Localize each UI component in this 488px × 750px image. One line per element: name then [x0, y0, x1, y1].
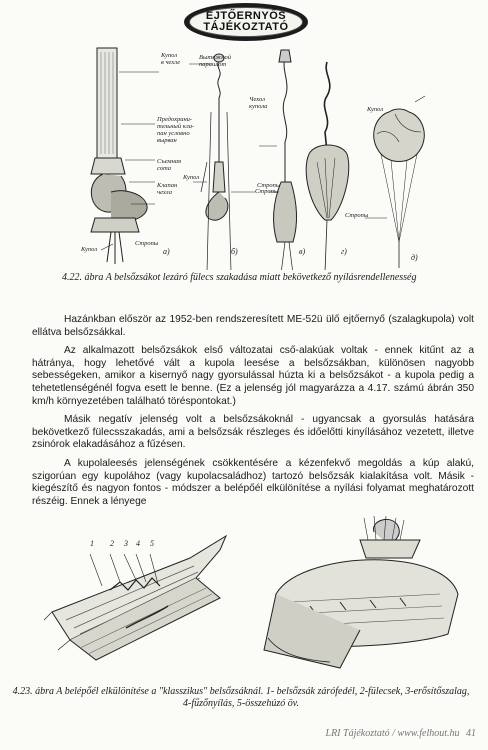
- fig1-label-canopy-sleeve: Чехол купола: [249, 96, 268, 110]
- footer-source: LRI Tájékoztató / www.felhout.hu: [325, 728, 460, 739]
- fig1-label-pilot-chute: Вытяжной парашют: [199, 54, 231, 68]
- body-paragraph-1: Hazánkban először az 1952-ben rendszeresített ME-52ü ülő ejtőernyő (szalagkupola) volt ellátva belsőzsákkal.: [32, 314, 474, 338]
- figure-4-23: [40, 510, 476, 680]
- header-badge-inner: [189, 7, 303, 37]
- fig1-panel-letter-a: а): [163, 247, 170, 256]
- figure-4-23-drawing: [40, 510, 476, 680]
- fig2-number-5: 5: [150, 539, 154, 548]
- body-paragraph-3: Másik negatív jelenség volt a belsőzsákoknál - ugyancsak a gyorsulás hatására bekövetkező fülecsszakadás, ami a belsőzsák részleges és időelőtti kinyílásához vezetett, illetve zsinórok elakadásához a fűzésen.: [32, 414, 474, 451]
- body-text: [32, 314, 474, 514]
- page-footer: [326, 728, 476, 739]
- fig1-label-canopy-in-bag: Купол в чехле: [161, 52, 181, 66]
- fig2-number-2: 2: [110, 539, 114, 548]
- fig1-label-safety-flap: Предохрани- тельный кла- пан условно вырван: [157, 116, 195, 144]
- fig1-label-canopy-e: Купол: [367, 106, 384, 113]
- header-title-line1: EJTŐERNYŐS: [205, 10, 287, 22]
- fig1-label-removable-cell: Съемная сота: [157, 158, 182, 172]
- figure-4-23-caption: 4.23. ábra A belépőél elkülönítése a "klasszikus" belsőzsáknál. 1- belsőzsák zárófedél, 2-fülecsek, 3-erősítőszalag, 4-fűzőnyílás, 5-összehúzó öv.: [12, 686, 470, 709]
- fig1-label-lines-a: Стропы: [135, 240, 159, 247]
- figure-4-22-drawing: [55, 42, 475, 270]
- fig1-label-canopy-b: Купол: [183, 174, 200, 181]
- body-paragraph-4: A kupolaleesés jelenségének csökkentésére a kézenfekvő megoldás a kúp alakú, szigorúan egy kupolához (vagy kupolacsaládhoz) tartozó belsőzsák kialakítása volt. Másik - kiegészítő és nagyon fontos - módszer a belépőél elkülönítése a nyílási folyamat meghatározott részéig. Ennek a lényege: [32, 457, 474, 507]
- fig2-number-4: 4: [136, 539, 140, 548]
- fig2-number-3: 3: [124, 539, 128, 548]
- fig1-panel-letter-c: в): [299, 247, 306, 256]
- fig1-label-lines-c: Стропы: [255, 188, 279, 195]
- figure-4-22-caption: 4.22. ábra A belsőzsákot lezáró fülecs szakadása miatt bekövetkező nyílásrendellenesség: [62, 272, 417, 283]
- figure-4-22: [55, 42, 475, 270]
- fig1-panel-letter-b: б): [231, 247, 238, 256]
- fig2-number-1: 1: [90, 539, 94, 548]
- header-title-line2: TÁJÉKOZTATÓ: [203, 21, 289, 33]
- fig1-label-lines-b: Стропы: [257, 182, 281, 189]
- fig1-label-lines-e: Стропы: [345, 212, 369, 219]
- header-badge: [184, 3, 308, 41]
- fig1-label-bag-flap: Клапан чехла: [157, 182, 178, 196]
- page-number: 41: [466, 728, 476, 739]
- fig1-panel-letter-d: г): [341, 247, 347, 256]
- fig1-label-canopy-a: Купол: [81, 246, 98, 253]
- body-paragraph-2: Az alkalmazott belsőzsákok első változatai cső-alakúak voltak - ennek kitűnt az a hátránya, hogy lehetővé vált a kupola leesése a belsőzsákban, különösen nagyobb sebességeken, amikor a kisernyő nagy gyorsulással húzta ki a belsőzsákot - a kupola pedig a tehetetlenségénél fogva esett le benne. (Ez a jelenség jól magyarázza a 4.17. számú ábrán 350 km/h környezetében található töréspontokat.): [32, 345, 474, 407]
- fig1-panel-letter-e: д): [411, 253, 418, 262]
